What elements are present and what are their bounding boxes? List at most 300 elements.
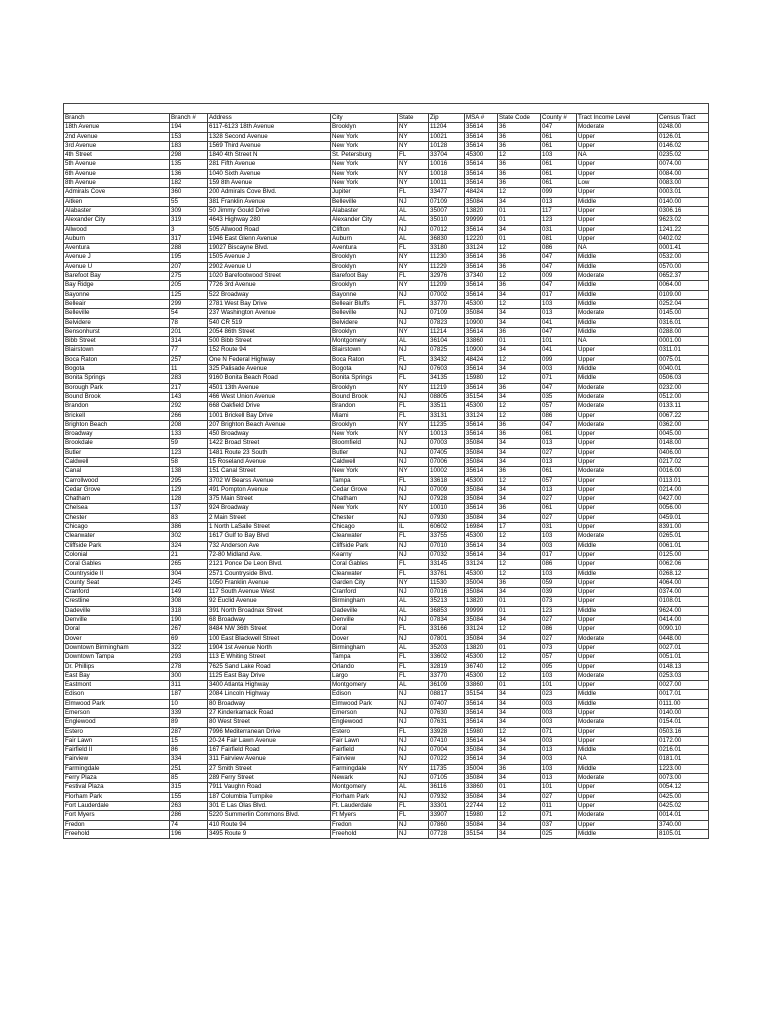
table-row [64,411,709,420]
table-cell: 12 [498,625,541,634]
table-row [64,374,709,383]
table-row [64,523,709,532]
table-cell: Upper [577,355,658,364]
table-cell: 0459.01 [658,513,709,522]
table-cell: NA [577,755,658,764]
table-cell: Upper [577,736,658,745]
table-cell: Cedar Grove [331,485,398,494]
table-row [64,811,709,820]
table-cell: 039 [541,588,577,597]
table-cell: 2571 Countryside Blvd. [208,569,331,578]
table-row [64,299,709,308]
table-cell: NY [398,141,429,150]
table-cell: FL [398,801,429,810]
table-cell: NY [398,467,429,476]
table-cell: Alabaster [331,206,398,215]
table-cell: NY [398,132,429,141]
table-cell: 013 [541,439,577,448]
table-cell: Crestline [64,597,170,606]
table-cell: 34 [498,495,541,504]
table-cell: Carrollwood [64,476,170,485]
table-cell: 34 [498,309,541,318]
table-cell: 45300 [465,476,498,485]
table-cell: Fair Lawn [331,736,398,745]
table-cell: Montgomery [331,783,398,792]
table-cell: 01 [498,643,541,652]
table-cell: FL [398,662,429,671]
table-cell: 35614 [465,699,498,708]
table-row [64,606,709,615]
table-cell: Downtown Birmingham [64,643,170,652]
table-cell: 34 [498,690,541,699]
table-cell: 36 [498,160,541,169]
table-cell: 265 [170,560,208,569]
table-cell: 0252.04 [658,299,709,308]
table-row [64,541,709,550]
table-cell: 0425.00 [658,792,709,801]
table-cell: NA [577,244,658,253]
table-cell: 07631 [429,718,465,727]
table-cell: FL [398,532,429,541]
table-cell: 34 [498,550,541,559]
table-cell: 113 E Whiting Street [208,653,331,662]
table-cell: Moderate [577,634,658,643]
table-cell: 334 [170,755,208,764]
table-cell: 80 Broadway [208,699,331,708]
table-cell: 07603 [429,365,465,374]
table-cell: 047 [541,262,577,271]
table-cell: Middle [577,197,658,206]
table-cell: Largo [331,671,398,680]
table-cell: Estero [64,727,170,736]
table-cell: Aventura [331,244,398,253]
column-header: Tract Income Level [577,114,658,123]
table-cell: Upper [577,411,658,420]
table-cell: 36 [498,179,541,188]
table-cell: 1617 Gulf to Bay Blvd [208,532,331,541]
table-cell: Garden City [331,578,398,587]
table-cell: 027 [541,616,577,625]
table-cell: Belleville [64,309,170,318]
table-cell: Broadway [64,430,170,439]
table-cell: 35614 [465,281,498,290]
table-row [64,392,709,401]
table-cell: 34 [498,736,541,745]
table-cell: Moderate [577,383,658,392]
table-cell: NJ [398,550,429,559]
table-cell: Upper [577,513,658,522]
table-cell: Middle [577,569,658,578]
table-cell: NJ [398,792,429,801]
table-cell: NY [398,123,429,132]
table-cell: NJ [398,634,429,643]
table-cell: 1001 Brickell Bay Drive [208,411,331,420]
table-cell: Brookdale [64,439,170,448]
table-cell: FL [398,727,429,736]
table-cell: 041 [541,318,577,327]
table-cell: Countryside II [64,569,170,578]
table-row [64,727,709,736]
table-cell: 35084 [465,448,498,457]
spacer-cell [498,104,541,114]
table-cell: 34 [498,346,541,355]
table-cell: Upper [577,169,658,178]
spacer-cell [398,104,429,114]
table-cell: New York [331,467,398,476]
table-cell: 7911 Vaughn Road [208,783,331,792]
table-cell: 1422 Broad Street [208,439,331,448]
table-cell: Elmwood Park [64,699,170,708]
table-cell: 0265.01 [658,532,709,541]
table-cell: 0051.01 [658,653,709,662]
table-cell: 123 [541,216,577,225]
table-cell: 35084 [465,774,498,783]
table-cell: 322 [170,643,208,652]
table-row [64,736,709,745]
table-row [64,829,709,838]
table-cell: 99999 [465,216,498,225]
table-cell: 33860 [465,337,498,346]
table-cell: 34 [498,820,541,829]
table-cell: 12 [498,188,541,197]
table-cell: 10900 [465,318,498,327]
table-cell: 35084 [465,495,498,504]
table-cell: 34 [498,755,541,764]
table-cell: 0216.01 [658,746,709,755]
table-cell: Upper [577,439,658,448]
table-cell: Bound Brook [331,392,398,401]
table-cell: 07022 [429,755,465,764]
table-cell: 151 Canal Street [208,467,331,476]
table-cell: 11 [170,365,208,374]
table-cell: Festival Plaza [64,783,170,792]
table-cell: 35614 [465,430,498,439]
table-cell: 17 [498,523,541,532]
table-cell: 732 Anderson Ave [208,541,331,550]
table-row [64,151,709,160]
table-cell: Upper [577,550,658,559]
table-cell: 103 [541,532,577,541]
table-cell: 237 Washington Avenue [208,309,331,318]
table-cell: 07003 [429,439,465,448]
table-cell: 34 [498,792,541,801]
table-cell: 101 [541,337,577,346]
table-cell: 35154 [465,690,498,699]
table-cell: Upper [577,188,658,197]
table-cell: 011 [541,801,577,810]
table-cell: 12 [498,811,541,820]
table-cell: 12 [498,727,541,736]
table-cell: Barefoot Bay [64,272,170,281]
table-cell: NJ [398,690,429,699]
table-cell: Low [577,179,658,188]
table-cell: Chatham [64,495,170,504]
table-cell: 7726 3rd Avenue [208,281,331,290]
table-cell: NJ [398,346,429,355]
table-cell: Upper [577,141,658,150]
table-cell: 207 Brighton Beach Avenue [208,420,331,429]
table-cell: Brandon [331,402,398,411]
table-cell: 047 [541,327,577,336]
table-cell: 500 Bibb Street [208,337,331,346]
table-cell: Middle [577,318,658,327]
table-cell: 34 [498,588,541,597]
table-cell: 36 [498,123,541,132]
table-cell: Bloomfield [331,439,398,448]
table-cell: Tampa [331,476,398,485]
table-cell: 505 Allwood Road [208,225,331,234]
column-header: State Code [498,114,541,123]
table-cell: 33704 [429,151,465,160]
table-cell: 2781 West Bay Drive [208,299,331,308]
table-cell: 36 [498,327,541,336]
table-cell: 391 North Broadnax Street [208,606,331,615]
table-row [64,467,709,476]
table-cell: 35614 [465,383,498,392]
table-cell: NJ [398,616,429,625]
table-cell: 07834 [429,616,465,625]
table-cell: 003 [541,699,577,708]
table-cell: 15980 [465,811,498,820]
table-row [64,216,709,225]
table-cell: 11530 [429,578,465,587]
table-cell: Moderate [577,718,658,727]
table-cell: 410 Route 94 [208,820,331,829]
table-cell: 196 [170,829,208,838]
table-cell: Upper [577,681,658,690]
table-cell: Denville [64,616,170,625]
table-cell: 027 [541,792,577,801]
table-cell: 1 North LaSalle Street [208,523,331,532]
table-cell: 12 [498,476,541,485]
table-cell: 35084 [465,792,498,801]
table-cell: Freehold [331,829,398,838]
column-header: Zip [429,114,465,123]
table-cell: Bibb Street [64,337,170,346]
table-cell: Brooklyn [331,383,398,392]
table-cell: 36 [498,383,541,392]
table-cell: 201 [170,327,208,336]
table-cell: 35614 [465,179,498,188]
table-cell: 35614 [465,290,498,299]
table-cell: 381 Franklin Avenue [208,197,331,206]
table-cell: 288 [170,244,208,253]
table-cell: Alabaster [64,206,170,215]
table-cell: Coral Gables [331,560,398,569]
table-cell: 35614 [465,132,498,141]
table-cell: 12 [498,560,541,569]
table-cell: Middle [577,746,658,755]
table-cell: 047 [541,281,577,290]
table-cell: 6th Avenue [64,169,170,178]
table-cell: 68 Broadway [208,616,331,625]
table-cell: 48424 [465,188,498,197]
table-cell: 33477 [429,188,465,197]
table-cell: 12 [498,402,541,411]
spacer-cell [170,104,208,114]
table-cell: 16984 [465,523,498,532]
column-header: City [331,114,398,123]
table-cell: 289 Ferry Street [208,774,331,783]
table-cell: 10900 [465,346,498,355]
table-cell: 061 [541,179,577,188]
table-cell: 047 [541,123,577,132]
table-cell: 100 East Blackwell Street [208,634,331,643]
table-cell: 4501 13th Avenue [208,383,331,392]
table-row [64,318,709,327]
table-cell: Dadeville [64,606,170,615]
table-cell: 35084 [465,616,498,625]
spacer-cell [465,104,498,114]
table-cell: 34 [498,774,541,783]
table-cell: 668 Oakfield Drive [208,402,331,411]
table-cell: 54 [170,309,208,318]
table-cell: 0075.01 [658,355,709,364]
table-cell: Moderate [577,467,658,476]
table-cell: 36830 [429,234,465,243]
table-cell: Chatham [331,495,398,504]
table-row [64,755,709,764]
table-cell: 69 [170,634,208,643]
table-cell: Bayonne [331,290,398,299]
table-row [64,820,709,829]
table-cell: 123 [170,448,208,457]
table-cell: 450 Broadway [208,430,331,439]
table-cell: 45300 [465,671,498,680]
table-cell: 07032 [429,550,465,559]
table-cell: 0448.00 [658,634,709,643]
table-cell: 0406.00 [658,448,709,457]
table-cell: 187 Columbia Turnpike [208,792,331,801]
table-cell: Downtown Tampa [64,653,170,662]
table-cell: 149 [170,588,208,597]
table-row [64,420,709,429]
table-row [64,206,709,215]
table-cell: 10011 [429,179,465,188]
table-row [64,588,709,597]
table-cell: 35084 [465,485,498,494]
table-cell: 3 [170,225,208,234]
table-cell: Borough Park [64,383,170,392]
table-cell: 278 [170,662,208,671]
table-cell: FL [398,244,429,253]
table-cell: NJ [398,365,429,374]
table-cell: 11735 [429,764,465,773]
table-cell: 35213 [429,597,465,606]
table-cell: 27 Smith Street [208,764,331,773]
table-cell: AL [398,606,429,615]
table-cell: County Seat [64,578,170,587]
table-cell: 183 [170,141,208,150]
table-cell: 89 [170,718,208,727]
table-cell: 0001.00 [658,337,709,346]
table-cell: Brooklyn [331,420,398,429]
table-cell: 55 [170,197,208,206]
table-cell: Fredon [64,820,170,829]
table-cell: 0108.01 [658,597,709,606]
table-cell: NJ [398,457,429,466]
table-cell: 099 [541,355,577,364]
table-cell: 35084 [465,197,498,206]
table-cell: 07109 [429,197,465,206]
table-cell: Englewood [64,718,170,727]
table-cell: 36 [498,578,541,587]
table-cell: 12 [498,272,541,281]
table-cell: 34 [498,392,541,401]
table-cell: 0056.00 [658,504,709,513]
table-row [64,123,709,132]
table-cell: NY [398,578,429,587]
table-row [64,783,709,792]
table-cell: 125 [170,290,208,299]
table-cell: Middle [577,541,658,550]
table-cell: Upper [577,597,658,606]
table-cell: Florham Park [64,792,170,801]
table-cell: Farmingdale [64,764,170,773]
table-cell: 45300 [465,151,498,160]
column-header: Census Tract [658,114,709,123]
table-cell: Upper [577,727,658,736]
table-cell: Middle [577,764,658,773]
table-cell: Upper [577,588,658,597]
table-cell: 0146.02 [658,141,709,150]
table-row [64,560,709,569]
table-cell: 35614 [465,262,498,271]
table-cell: 0073.00 [658,774,709,783]
table-cell: FL [398,625,429,634]
table-cell: 07823 [429,318,465,327]
table-cell: 27 Kinderkamack Road [208,709,331,718]
table-cell: 45300 [465,569,498,578]
table-cell: 190 [170,616,208,625]
table-cell: Moderate [577,774,658,783]
table-cell: 540 CR 519 [208,318,331,327]
table-cell: 057 [541,402,577,411]
table-cell: Chicago [331,523,398,532]
table-cell: 3702 W Bearss Avenue [208,476,331,485]
table-cell: 0054.12 [658,783,709,792]
table-cell: Moderate [577,309,658,318]
table-cell: Brooklyn [331,327,398,336]
table-cell: NJ [398,392,429,401]
table-cell: 0362.00 [658,420,709,429]
table-cell: 0288.00 [658,327,709,336]
table-cell: 15 [170,736,208,745]
table-cell: 12 [498,671,541,680]
table-cell: 0083.00 [658,179,709,188]
table-cell: 34 [498,318,541,327]
table-row [64,244,709,253]
table-row [64,253,709,262]
table-cell: Alexander City [64,216,170,225]
table-cell: NY [398,327,429,336]
table-cell: 086 [541,625,577,634]
table-cell: Upper [577,430,658,439]
table-cell: 10128 [429,141,465,150]
table-cell: Butler [64,448,170,457]
table-cell: 0084.00 [658,169,709,178]
table-cell: 1840 4th Street N [208,151,331,160]
table-cell: 35084 [465,588,498,597]
table-cell: 7625 Sand Lake Road [208,662,331,671]
table-cell: 003 [541,709,577,718]
table-cell: 360 [170,188,208,197]
table-cell: Bay Ridge [64,281,170,290]
table-cell: 7996 Mediterranean Drive [208,727,331,736]
branch-table [63,103,709,839]
table-cell: 35614 [465,541,498,550]
table-cell: 15980 [465,727,498,736]
